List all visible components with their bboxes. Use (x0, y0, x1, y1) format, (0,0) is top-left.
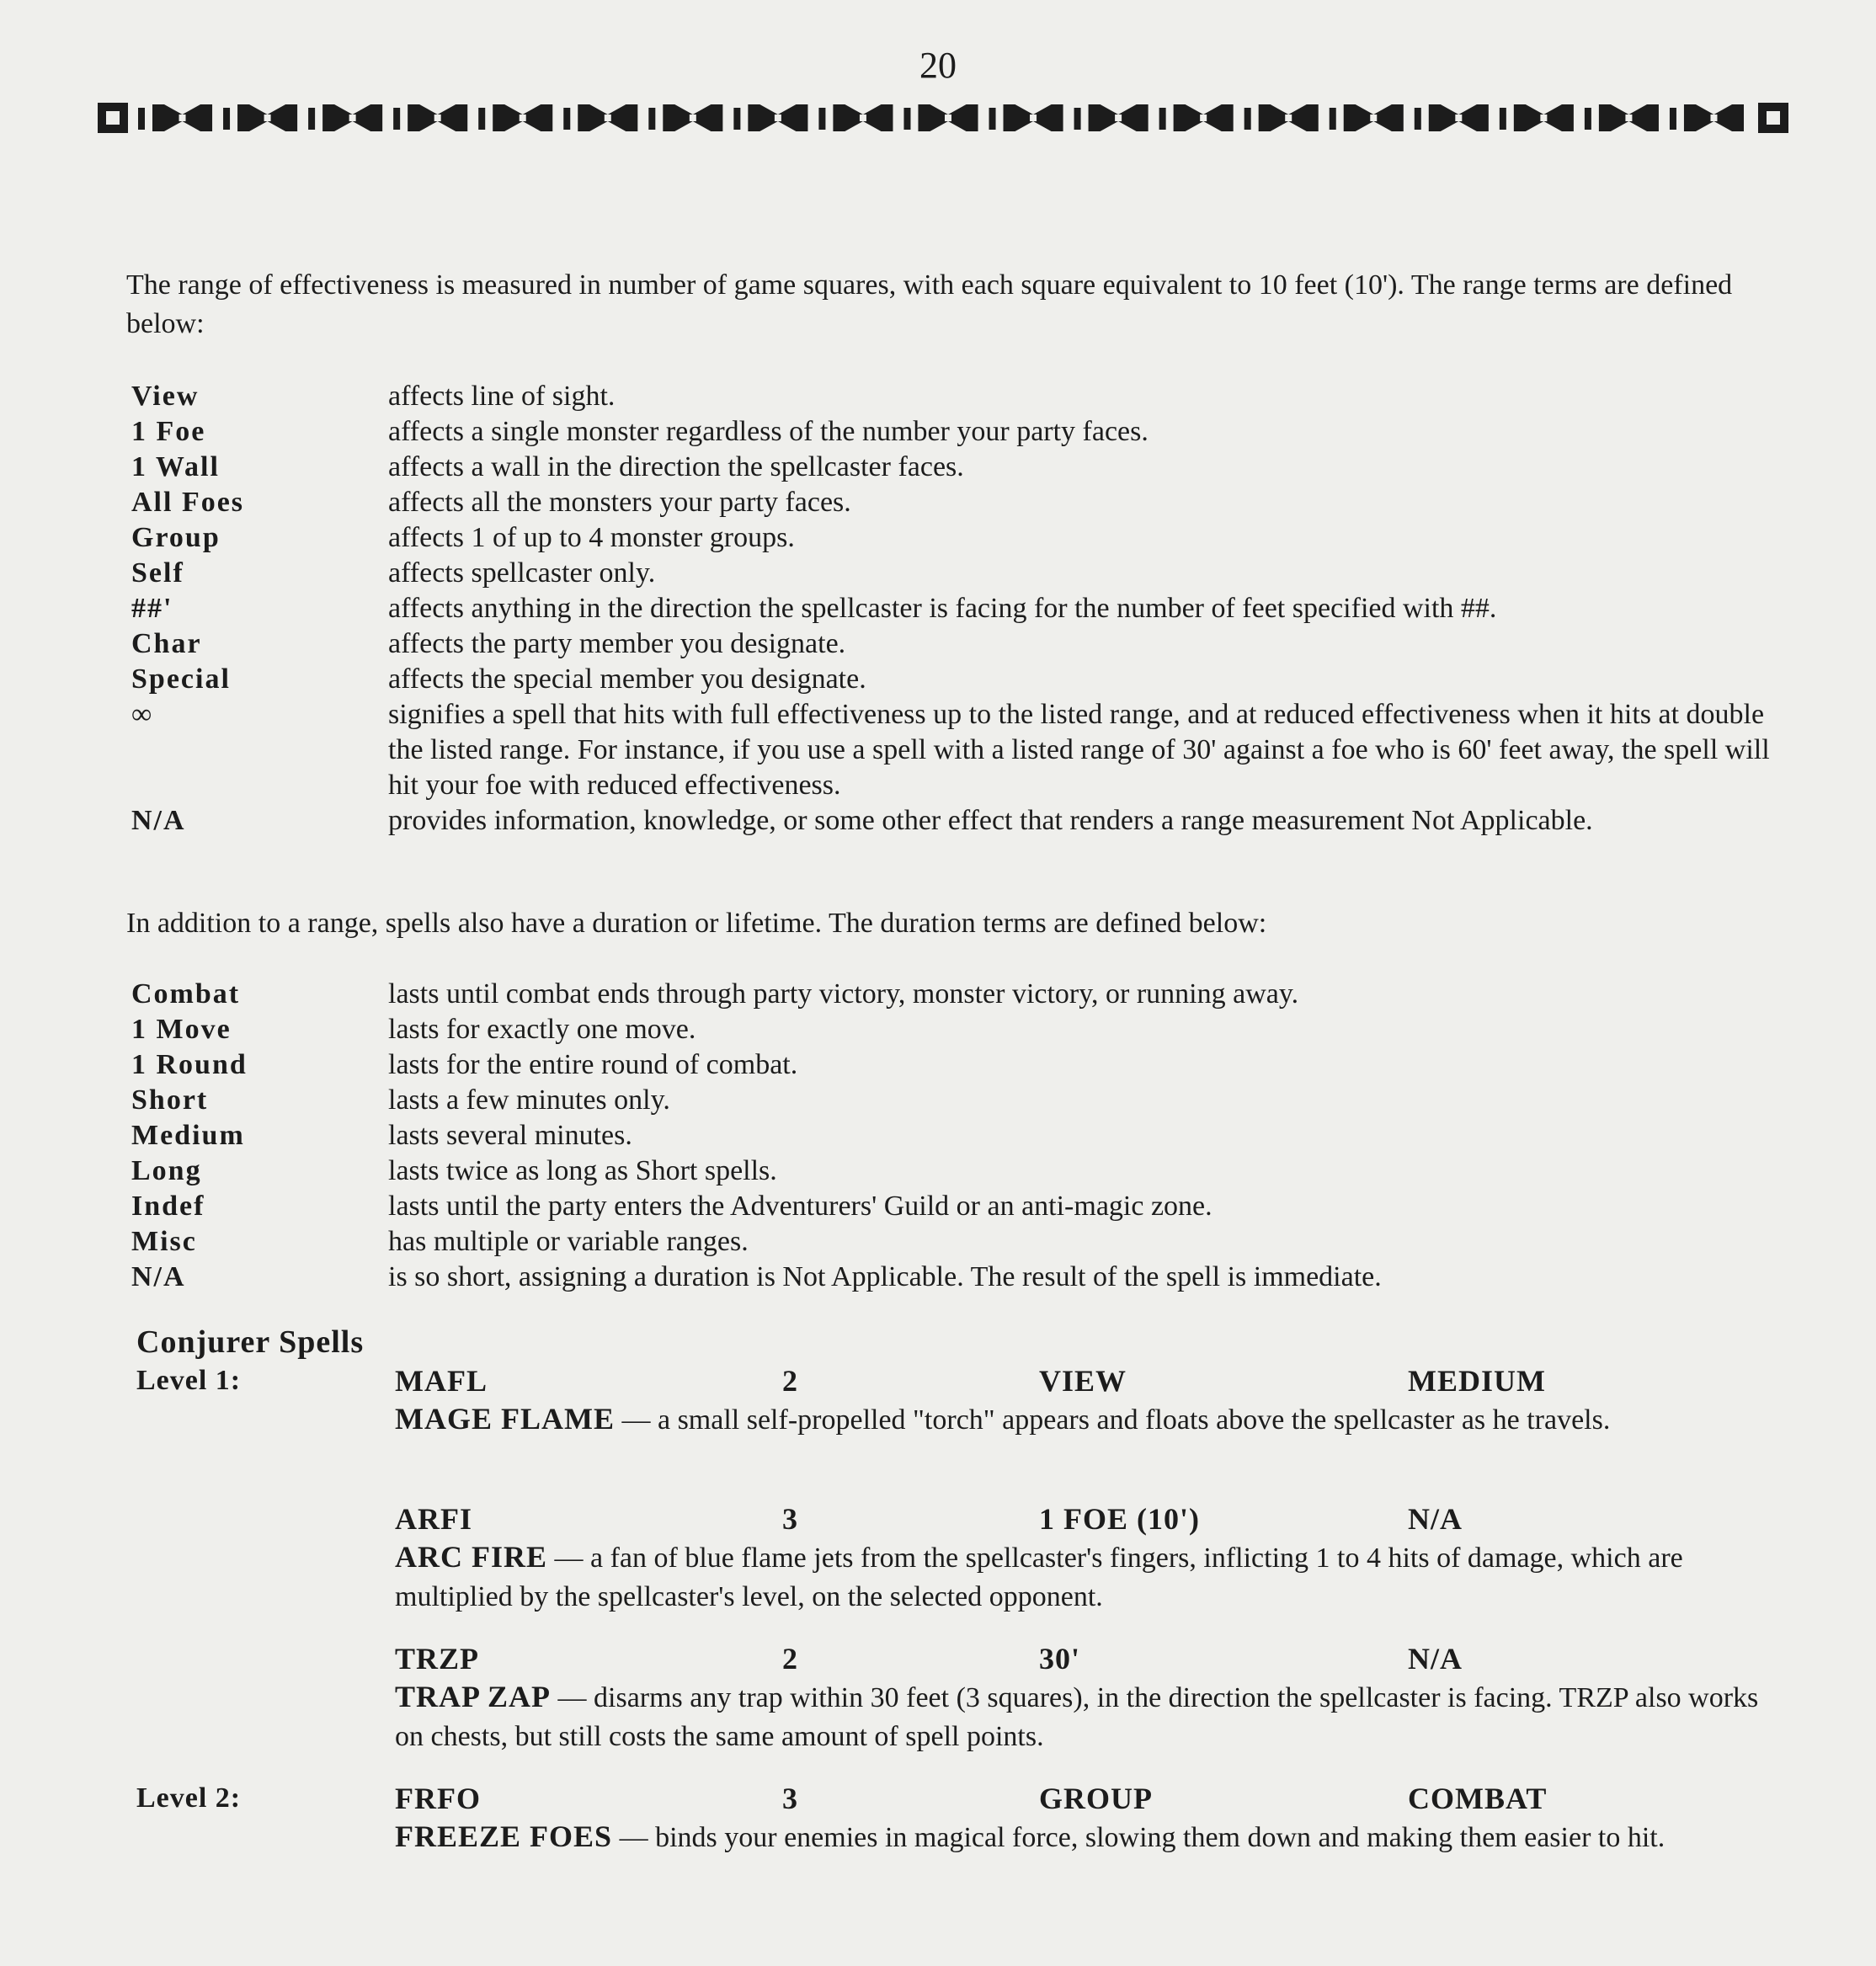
term-description: lasts for the entire round of combat. (388, 1049, 798, 1080)
term-label: Group (131, 522, 221, 553)
spell-level (136, 1640, 395, 1677)
term-description: affects all the monsters your party faces. (388, 487, 851, 518)
range-term-row (131, 414, 1782, 450)
spell-range: VIEW (1039, 1364, 1127, 1398)
duration-term-row (131, 1118, 1782, 1153)
spell-description (395, 1677, 1759, 1756)
range-term-row (131, 379, 1782, 414)
spell-name: MAGE FLAME (395, 1402, 615, 1436)
spell-level: Level 2: (136, 1782, 242, 1814)
spell-entry (136, 1780, 1753, 1857)
spell-code: MAFL (395, 1364, 488, 1398)
term-label: Long (131, 1155, 202, 1186)
spell-text: — a small self-propelled "torch" appears and floats above the spellcaster as he travels. (614, 1404, 1611, 1436)
range-term-row (131, 591, 1782, 626)
duration-term-row (131, 1153, 1782, 1189)
spell-description (395, 1537, 1759, 1617)
range-term-row (131, 697, 1782, 803)
duration-term-row (131, 1224, 1782, 1260)
duration-term-row (131, 977, 1782, 1012)
term-description: affects the special member you designate. (388, 663, 866, 695)
spell-text: — binds your enemies in magical force, slowing them down and making them easier to hit. (612, 1822, 1665, 1853)
spell-points: 3 (782, 1782, 797, 1815)
page-number: 20 (919, 45, 957, 86)
spell-points: 2 (782, 1642, 797, 1676)
duration-term-row (131, 1047, 1782, 1083)
term-label: 1 Move (131, 1014, 232, 1045)
term-description: affects spellcaster only. (388, 557, 656, 589)
range-terms-list (131, 379, 1782, 839)
spell-duration: N/A (1408, 1502, 1463, 1536)
term-label: ∞ (131, 699, 154, 730)
spell-duration: N/A (1408, 1642, 1463, 1676)
spell-entry (136, 1362, 1753, 1440)
spell-text: — disarms any trap within 30 feet (3 squares), in the direction the spellcaster is facing. TRZP also works on chests, but still costs the same amount of spell points. (395, 1682, 1759, 1752)
duration-term-row (131, 1189, 1782, 1224)
term-description: affects anything in the direction the spellcaster is facing for the number of feet specified with ##. (388, 593, 1497, 624)
duration-term-row (131, 1083, 1782, 1118)
term-description: is so short, assigning a duration is Not Applicable. The result of the spell is immediate. (388, 1261, 1382, 1292)
term-description: lasts twice as long as Short spells. (388, 1155, 777, 1186)
term-label: 1 Foe (131, 416, 206, 447)
term-description: signifies a spell that hits with full effectiveness up to the listed range, and at reduced effectiveness when it hits at double the listed range. For instance, if you use a spell with a listed range of 30' against a foe who is 60' feet away, the spell will hit your foe with reduced effectiveness. (388, 699, 1770, 801)
term-description: affects a wall in the direction the spellcaster faces. (388, 451, 964, 482)
spell-entry (136, 1500, 1753, 1617)
spell-level: Level 1: (136, 1365, 242, 1396)
term-label: View (131, 381, 200, 412)
spell-name: ARC FIRE (395, 1540, 548, 1574)
range-term-row (131, 556, 1782, 591)
range-term-row (131, 485, 1782, 520)
spell-points: 3 (782, 1502, 797, 1536)
range-intro: The range of effectiveness is measured in number of game squares, with each square equivalent to 10 feet (10'). The range terms are defined below: (126, 269, 1733, 339)
term-description: lasts until the party enters the Adventurers' Guild or an anti-magic zone. (388, 1191, 1212, 1222)
term-description: lasts a few minutes only. (388, 1084, 670, 1116)
spell-range: 1 FOE (10') (1039, 1502, 1200, 1536)
term-label: Special (131, 663, 231, 695)
term-label: Char (131, 628, 202, 659)
spell-header (136, 1780, 1753, 1817)
spell-header (136, 1500, 1753, 1537)
term-label: Misc (131, 1226, 197, 1257)
range-term-row (131, 803, 1782, 839)
term-label: Indef (131, 1191, 205, 1222)
duration-intro: In addition to a range, spells also have a duration or lifetime. The duration terms are defined below: (126, 908, 1267, 939)
spell-code: ARFI (395, 1502, 472, 1536)
range-term-row (131, 520, 1782, 556)
section-title: Conjurer Spells (136, 1324, 365, 1360)
spell-header (136, 1640, 1753, 1677)
spell-text: — a fan of blue flame jets from the spellcaster's fingers, inflicting 1 to 4 hits of damage, which are multiplied by the spellcaster's level, on the selected opponent. (395, 1542, 1683, 1612)
spell-level (136, 1500, 395, 1537)
spell-duration: COMBAT (1408, 1782, 1548, 1815)
term-label: All Foes (131, 487, 245, 518)
term-label: ##' (131, 593, 173, 624)
spell-range: 30' (1039, 1642, 1081, 1676)
term-description: lasts several minutes. (388, 1120, 632, 1151)
term-description: affects 1 of up to 4 monster groups. (388, 522, 795, 553)
term-description: has multiple or variable ranges. (388, 1226, 749, 1257)
term-description: lasts until combat ends through party victory, monster victory, or running away. (388, 978, 1299, 1010)
spell-range: GROUP (1039, 1782, 1153, 1815)
spell-entry (136, 1640, 1759, 1756)
term-label: N/A (131, 805, 186, 836)
term-description: provides information, knowledge, or some other effect that renders a range measurement Not Applicable. (388, 805, 1593, 836)
term-label: 1 Wall (131, 451, 220, 482)
range-term-row (131, 626, 1782, 662)
term-description: affects a single monster regardless of the number your party faces. (388, 416, 1149, 447)
term-description: lasts for exactly one move. (388, 1014, 696, 1045)
spell-code: TRZP (395, 1642, 480, 1676)
term-label: 1 Round (131, 1049, 248, 1080)
duration-term-row (131, 1012, 1782, 1047)
spell-header (136, 1362, 1753, 1399)
term-label: Medium (131, 1120, 245, 1151)
term-label: Short (131, 1084, 209, 1116)
spell-duration: MEDIUM (1408, 1364, 1546, 1398)
duration-terms-list (131, 977, 1782, 1295)
term-description: affects line of sight. (388, 381, 616, 412)
spell-name: TRAP ZAP (395, 1680, 552, 1713)
spell-description (395, 1817, 1759, 1857)
spell-code: FRFO (395, 1782, 481, 1815)
spell-description (395, 1399, 1759, 1440)
spell-name: FREEZE FOES (395, 1819, 613, 1853)
range-term-row (131, 662, 1782, 697)
term-label: Self (131, 557, 184, 589)
decorative-border (98, 99, 1788, 136)
term-label: N/A (131, 1261, 186, 1292)
range-term-row (131, 450, 1782, 485)
term-label: Combat (131, 978, 241, 1010)
duration-term-row (131, 1260, 1782, 1295)
term-description: affects the party member you designate. (388, 628, 846, 659)
spell-points: 2 (782, 1364, 797, 1398)
